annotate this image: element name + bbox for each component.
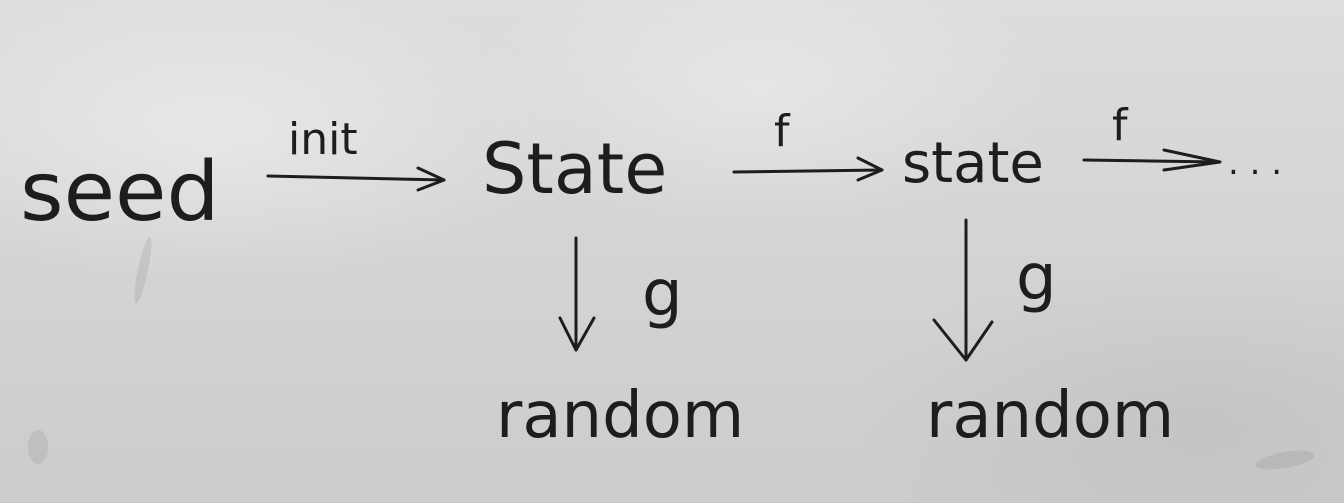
node-state-1: State [482, 128, 668, 210]
edge-label-f-2: f [1112, 100, 1128, 151]
node-seed: seed [20, 145, 220, 240]
edge-label-g-2: g [1016, 241, 1057, 315]
edge-label-init: init [288, 114, 358, 165]
node-random-1: random [496, 379, 745, 453]
node-state-2: state [902, 131, 1044, 196]
node-random-2: random [926, 379, 1175, 453]
edge-label-g-1: g [642, 257, 683, 331]
continuation-ellipsis: . . . [1228, 143, 1283, 183]
edge-label-f-1: f [774, 106, 790, 157]
